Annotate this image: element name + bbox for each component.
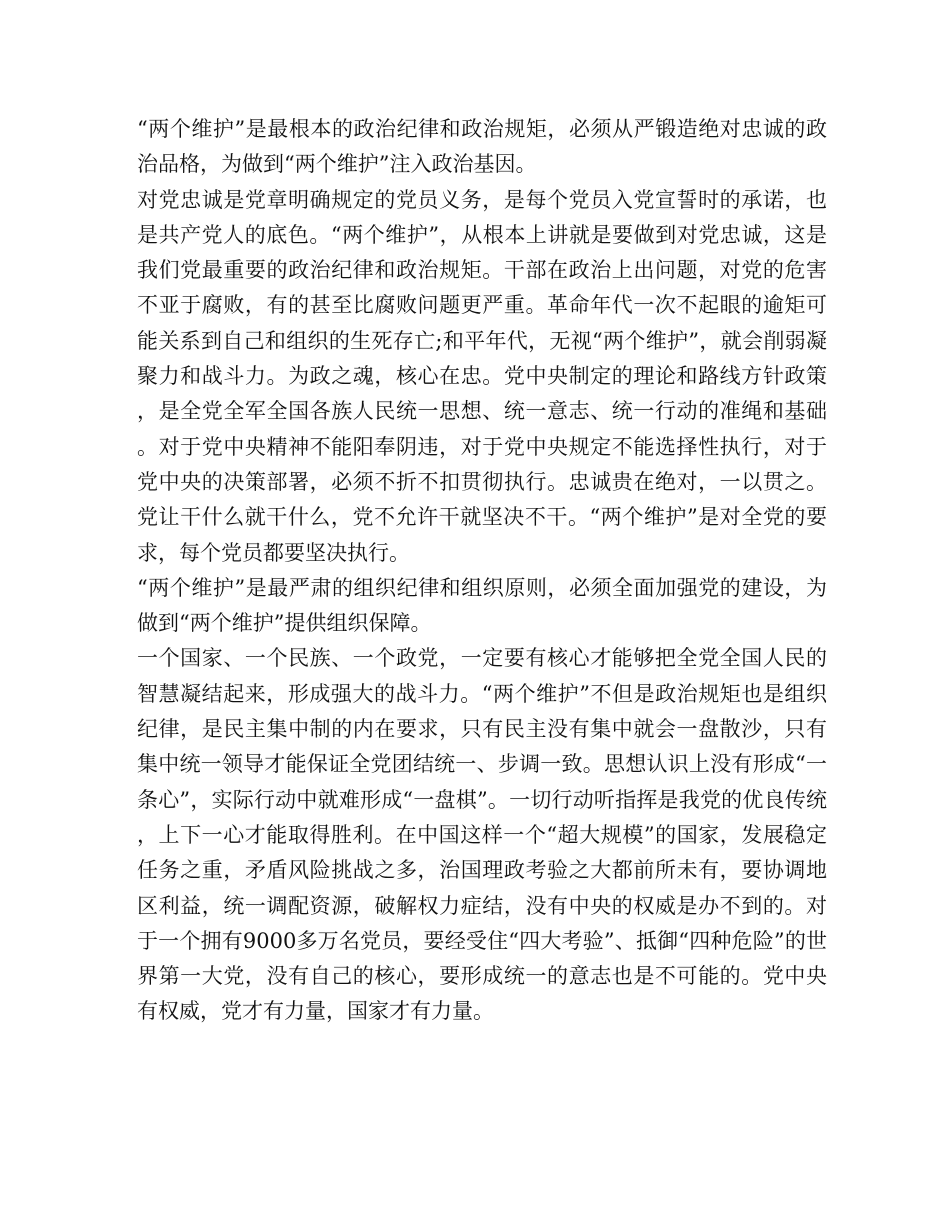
paragraph-1: “两个维护”是最根本的政治纪律和政治规矩，必须从严锻造绝对忠诚的政治品格，为做到“两个维护”注入政治基因。 [137,117,827,177]
paragraph-3: “两个维护”是最严肃的组织纪律和组织原则，必须全面加强党的建设，为做到“两个维护”提供组织保障。 [137,575,827,636]
document-body [137,112,827,1030]
paragraph-2: 对党忠诚是党章明确规定的党员义务，是每个党员入党宣誓时的承诺，也是共产党人的底色。“两个维护”，从根本上讲就是要做到对党忠诚，这是我们党最重要的政治纪律和政治规矩。干部在政治上出问题，对党的危害不亚于腐败，有的甚至比腐败问题更严重。革命年代一次不起眼的逾矩可能关系到自己和组织的生死存亡;和平年代，无视“两个维护”，就会削弱凝聚力和战斗力。为政之魂，核心在忠。党中央制定的理论和路线方针政策，是全党全军全国各族人民统一思想、统一意志、统一行动的准绳和基础。对于党中央精神不能阳奉阴违，对于党中央规定不能选择性执行，对于党中央的决策部署，必须不折不扣贯彻执行。忠诚贵在绝对，一以贯之。党让干什么就干什么，党不允许干就坚决不干。“两个维护”是对全党的要求，每个党员都要坚决执行。 [137,187,827,565]
paragraph-4: 一个国家、一个民族、一个政党，一定要有核心才能够把全党全国人民的智慧凝结起来，形成强大的战斗力。“两个维护”不但是政治规矩也是组织纪律，是民主集中制的内在要求，只有民主没有集中就会一盘散沙，只有集中统一领导才能保证全党团结统一、步调一致。思想认识上没有形成“一条心”，实际行动中就难形成“一盘棋”。一切行动听指挥是我党的优良传统，上下一心才能取得胜利。在中国这样一个“超大规模”的国家，发展稳定任务之重，矛盾风险挑战之多，治国理政考验之大都前所未有，要协调地区利益，统一调配资源，破解权力症结，没有中央的权威是办不到的。对于一个拥有9000多万名党员，要经受住“四大考验”、抵御“四种危险”的世界第一大党，没有自己的核心，要形成统一的意志也是不可能的。党中央有权威，党才有力量，国家才有力量。 [137,646,827,1024]
